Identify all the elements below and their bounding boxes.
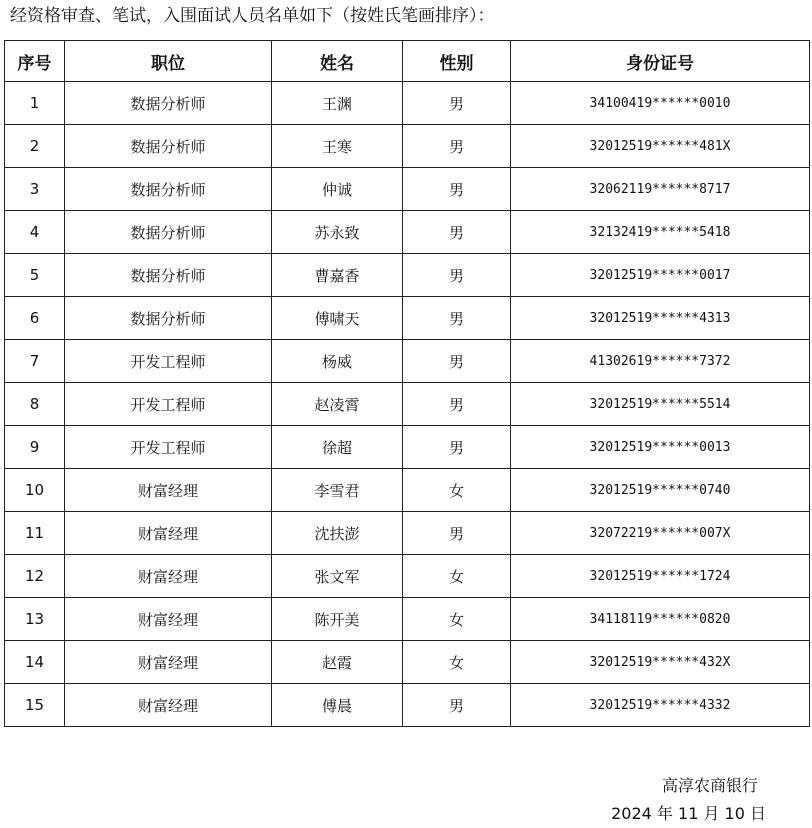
table-row — [5, 383, 810, 426]
cell-seq: 10 — [5, 469, 65, 512]
cell-gender: 女 — [403, 641, 511, 684]
table-row — [5, 168, 810, 211]
table-header-row — [5, 41, 810, 82]
cell-position: 开发工程师 — [65, 383, 272, 426]
cell-gender: 男 — [403, 340, 511, 383]
cell-seq: 1 — [5, 82, 65, 125]
cell-position: 数据分析师 — [65, 297, 272, 340]
cell-gender: 男 — [403, 512, 511, 555]
table-row — [5, 125, 810, 168]
cell-seq: 5 — [5, 254, 65, 297]
cell-id-number: 32012519******4332 — [511, 684, 810, 727]
cell-id-number: 32012519******0013 — [511, 426, 810, 469]
cell-position: 财富经理 — [65, 684, 272, 727]
cell-name: 傅啸天 — [272, 297, 403, 340]
cell-name: 王渊 — [272, 82, 403, 125]
cell-gender: 女 — [403, 555, 511, 598]
cell-gender: 男 — [403, 82, 511, 125]
cell-id-number: 32012519******4313 — [511, 297, 810, 340]
table-row — [5, 211, 810, 254]
cell-id-number: 32012519******0740 — [511, 469, 810, 512]
cell-name: 张文军 — [272, 555, 403, 598]
table-row — [5, 684, 810, 727]
cell-position: 财富经理 — [65, 555, 272, 598]
table-row — [5, 598, 810, 641]
cell-position: 财富经理 — [65, 512, 272, 555]
cell-id-number: 32132419******5418 — [511, 211, 810, 254]
cell-id-number: 32012519******481X — [511, 125, 810, 168]
cell-gender: 女 — [403, 598, 511, 641]
header-gender: 性别 — [403, 41, 511, 82]
cell-name: 赵凌霄 — [272, 383, 403, 426]
cell-seq: 7 — [5, 340, 65, 383]
cell-gender: 男 — [403, 168, 511, 211]
cell-gender: 女 — [403, 469, 511, 512]
cell-name: 徐超 — [272, 426, 403, 469]
signature-organization: 高淳农商银行 — [661, 776, 758, 795]
cell-gender: 男 — [403, 426, 511, 469]
table-row — [5, 555, 810, 598]
cell-name: 曹嘉香 — [272, 254, 403, 297]
cell-position: 数据分析师 — [65, 82, 272, 125]
cell-name: 赵霞 — [272, 641, 403, 684]
signature-date: 2024 年 11 月 10 日 — [611, 804, 766, 823]
cell-position: 财富经理 — [65, 469, 272, 512]
cell-seq: 11 — [5, 512, 65, 555]
table-row — [5, 641, 810, 684]
table-row — [5, 297, 810, 340]
table-row — [5, 426, 810, 469]
cell-id-number: 32012519******1724 — [511, 555, 810, 598]
table-row — [5, 469, 810, 512]
cell-id-number: 32062119******8717 — [511, 168, 810, 211]
cell-seq: 6 — [5, 297, 65, 340]
cell-id-number: 32012519******0017 — [511, 254, 810, 297]
signature-block — [611, 772, 766, 828]
cell-gender: 男 — [403, 125, 511, 168]
cell-name: 王寒 — [272, 125, 403, 168]
cell-id-number: 34100419******0010 — [511, 82, 810, 125]
cell-seq: 15 — [5, 684, 65, 727]
header-name: 姓名 — [272, 41, 403, 82]
table-row — [5, 512, 810, 555]
cell-name: 李雪君 — [272, 469, 403, 512]
table-row — [5, 82, 810, 125]
cell-name: 沈扶澎 — [272, 512, 403, 555]
cell-gender: 男 — [403, 684, 511, 727]
cell-name: 苏永致 — [272, 211, 403, 254]
cell-position: 开发工程师 — [65, 426, 272, 469]
cell-gender: 男 — [403, 211, 511, 254]
cell-seq: 8 — [5, 383, 65, 426]
cell-position: 数据分析师 — [65, 254, 272, 297]
table-row — [5, 340, 810, 383]
cell-name: 杨威 — [272, 340, 403, 383]
cell-position: 数据分析师 — [65, 168, 272, 211]
header-position: 职位 — [65, 41, 272, 82]
cell-position: 数据分析师 — [65, 125, 272, 168]
cell-seq: 9 — [5, 426, 65, 469]
cell-id-number: 41302619******7372 — [511, 340, 810, 383]
cell-id-number: 32012519******5514 — [511, 383, 810, 426]
header-id-number: 身份证号 — [511, 41, 810, 82]
cell-seq: 2 — [5, 125, 65, 168]
table-row — [5, 254, 810, 297]
cell-name: 仲诚 — [272, 168, 403, 211]
cell-id-number: 32072219******007X — [511, 512, 810, 555]
cell-id-number: 32012519******432X — [511, 641, 810, 684]
cell-seq: 12 — [5, 555, 65, 598]
candidate-table — [4, 40, 810, 727]
cell-gender: 男 — [403, 254, 511, 297]
cell-position: 财富经理 — [65, 598, 272, 641]
cell-id-number: 34118119******0820 — [511, 598, 810, 641]
header-seq: 序号 — [5, 41, 65, 82]
cell-position: 开发工程师 — [65, 340, 272, 383]
cell-position: 数据分析师 — [65, 211, 272, 254]
cell-seq: 3 — [5, 168, 65, 211]
cell-name: 傅晨 — [272, 684, 403, 727]
cell-seq: 4 — [5, 211, 65, 254]
table-body — [5, 82, 810, 727]
intro-text: 经资格审查、笔试，入围面试人员名单如下（按姓氏笔画排序）： — [10, 6, 495, 26]
cell-name: 陈开美 — [272, 598, 403, 641]
cell-gender: 男 — [403, 383, 511, 426]
cell-seq: 14 — [5, 641, 65, 684]
cell-seq: 13 — [5, 598, 65, 641]
cell-gender: 男 — [403, 297, 511, 340]
cell-position: 财富经理 — [65, 641, 272, 684]
